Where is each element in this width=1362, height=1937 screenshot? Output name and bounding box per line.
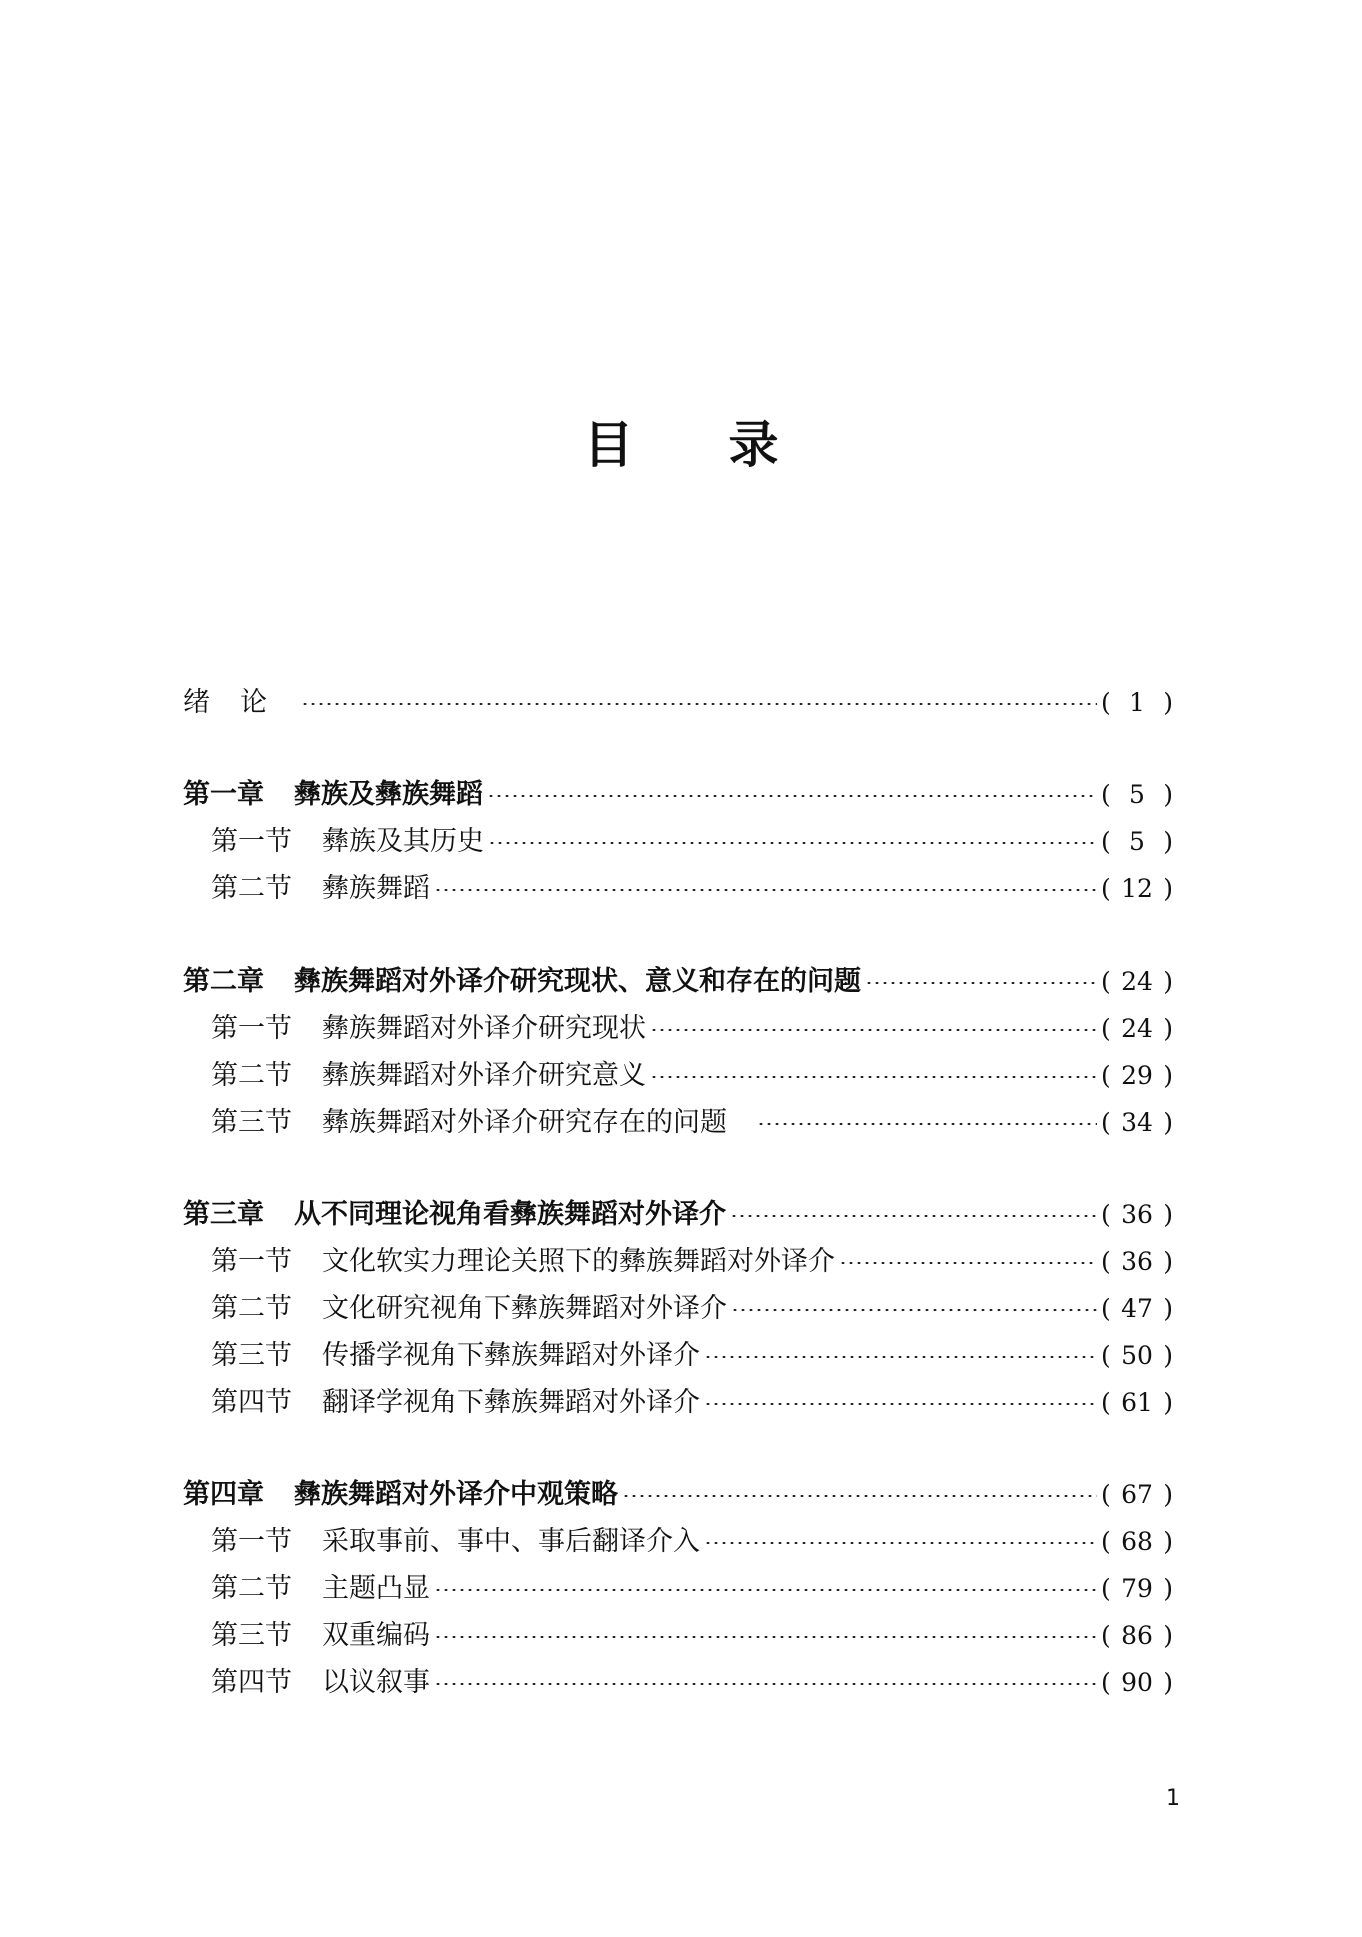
toc-entry-section[interactable] — [183, 1103, 1173, 1143]
toc-entry-label: 第一节 — [211, 1246, 292, 1277]
toc-entry-title: 彝族舞蹈对外译介中观策略 — [294, 1479, 618, 1510]
toc-entry-section[interactable] — [183, 1616, 1173, 1656]
toc-entry-label: 第二节 — [211, 1293, 292, 1324]
toc-page-ref: ( 5 ) — [1101, 775, 1173, 815]
toc-page-number: 24 — [1121, 967, 1153, 996]
dot-leader — [731, 1309, 1097, 1311]
dot-leader — [704, 1403, 1097, 1405]
page-number: 1 — [1166, 1786, 1180, 1811]
dot-leader — [704, 1542, 1097, 1544]
toc-page-ref: ( 36 ) — [1101, 1195, 1173, 1235]
dot-leader — [757, 1123, 1097, 1125]
toc-entry-section[interactable] — [183, 1522, 1173, 1562]
toc-entry-title: 彝族舞蹈 — [322, 873, 430, 904]
toc-page-number: 36 — [1121, 1247, 1153, 1276]
toc-entry-label: 第四章 — [183, 1479, 264, 1510]
toc-page-ref: ( 67 ) — [1101, 1475, 1173, 1515]
dot-leader — [650, 1029, 1097, 1031]
toc-page-ref: ( 1 ) — [1101, 683, 1173, 723]
toc-page-ref: ( 24 ) — [1101, 962, 1173, 1002]
toc-page-number: 90 — [1121, 1668, 1153, 1697]
toc-page-ref: ( 50 ) — [1101, 1336, 1173, 1376]
toc-page-number: 86 — [1121, 1621, 1153, 1650]
toc-entry-section[interactable] — [183, 1242, 1173, 1282]
toc-entry-title: 传播学视角下彝族舞蹈对外译介 — [322, 1340, 700, 1371]
toc-page-ref: ( 36 ) — [1101, 1242, 1173, 1282]
toc-entry-label: 第二节 — [211, 1573, 292, 1604]
dot-leader — [839, 1262, 1097, 1264]
toc-entry-label: 第三章 — [183, 1199, 264, 1230]
dot-leader — [434, 1683, 1097, 1685]
toc-entry-title: 彝族舞蹈对外译介研究现状 — [322, 1013, 646, 1044]
dot-leader — [488, 842, 1097, 844]
toc-page-number: 47 — [1121, 1294, 1153, 1323]
dot-leader — [434, 889, 1097, 891]
toc-page-ref: ( 24 ) — [1101, 1009, 1173, 1049]
dot-leader — [434, 1636, 1097, 1638]
toc-page-number: 29 — [1121, 1061, 1153, 1090]
toc-entry-intro[interactable] — [183, 683, 1173, 723]
dot-leader — [730, 1215, 1097, 1217]
toc-entry-title: 文化软实力理论关照下的彝族舞蹈对外译介 — [322, 1246, 835, 1277]
toc-entry-chapter[interactable] — [183, 1195, 1173, 1235]
toc-page-number: 1 — [1129, 688, 1145, 717]
toc-entry-label: 第二章 — [183, 966, 264, 997]
toc-page-number: 36 — [1121, 1200, 1153, 1229]
toc-entry-label: 第三节 — [211, 1620, 292, 1651]
toc-page-number: 50 — [1121, 1341, 1153, 1370]
toc-entry-label: 第一节 — [211, 826, 292, 857]
toc-entry-label: 第二节 — [211, 1060, 292, 1091]
toc-entry-label: 第四节 — [211, 1387, 292, 1418]
toc-page-ref: ( 79 ) — [1101, 1569, 1173, 1609]
toc-entry-title: 彝族舞蹈对外译介研究现状、意义和存在的问题 — [294, 966, 861, 997]
toc-page-ref: ( 86 ) — [1101, 1616, 1173, 1656]
toc-entry-label: 第二节 — [211, 873, 292, 904]
dot-leader — [487, 795, 1097, 797]
toc-page-number: 61 — [1121, 1388, 1153, 1417]
toc-page-number: 67 — [1121, 1480, 1153, 1509]
toc-entry-title: 主题凸显 — [322, 1573, 430, 1604]
toc-entry-title: 文化研究视角下彝族舞蹈对外译介 — [322, 1293, 727, 1324]
toc-page-number: 5 — [1129, 780, 1145, 809]
toc-entry-title: 彝族舞蹈对外译介研究意义 — [322, 1060, 646, 1091]
toc-entry-label: 第一节 — [211, 1013, 292, 1044]
toc-entry-section[interactable] — [183, 1383, 1173, 1423]
toc-entry-title: 彝族舞蹈对外译介研究存在的问题 — [322, 1107, 727, 1138]
toc-page-ref: ( 90 ) — [1101, 1663, 1173, 1703]
toc-entry-section[interactable] — [183, 1569, 1173, 1609]
dot-leader — [650, 1076, 1097, 1078]
toc-entry-title: 双重编码 — [322, 1620, 430, 1651]
toc-entry-chapter[interactable] — [183, 962, 1173, 1002]
toc-entry-title: 翻译学视角下彝族舞蹈对外译介 — [322, 1387, 700, 1418]
toc-page-ref: ( 29 ) — [1101, 1056, 1173, 1096]
toc-entry-label: 绪论 — [183, 687, 297, 718]
dot-leader — [434, 1589, 1097, 1591]
toc-entry-title: 彝族及彝族舞蹈 — [294, 779, 483, 810]
toc-entry-chapter[interactable] — [183, 1475, 1173, 1515]
toc-entry-section[interactable] — [183, 1009, 1173, 1049]
toc-page-number: 79 — [1121, 1574, 1153, 1603]
dot-leader — [622, 1495, 1097, 1497]
toc-entry-title: 以议叙事 — [322, 1667, 430, 1698]
toc-page-ref: ( 47 ) — [1101, 1289, 1173, 1329]
toc-page-number: 24 — [1121, 1014, 1153, 1043]
toc-entry-label: 第四节 — [211, 1667, 292, 1698]
dot-leader — [301, 703, 1097, 705]
toc-entry-section[interactable] — [183, 1289, 1173, 1329]
toc-entry-chapter[interactable] — [183, 775, 1173, 815]
toc-entry-label: 第一章 — [183, 779, 264, 810]
toc-page-number: 34 — [1121, 1108, 1153, 1137]
toc-entry-section[interactable] — [183, 1336, 1173, 1376]
toc-entry-section[interactable] — [183, 1056, 1173, 1096]
toc-entry-title: 从不同理论视角看彝族舞蹈对外译介 — [294, 1199, 726, 1230]
toc-entry-label: 第一节 — [211, 1526, 292, 1557]
toc-entry-title: 彝族及其历史 — [322, 826, 484, 857]
toc-page-ref: ( 34 ) — [1101, 1103, 1173, 1143]
page-title: 目录 — [583, 415, 874, 474]
dot-leader — [704, 1356, 1097, 1358]
toc-page-number: 5 — [1129, 827, 1145, 856]
toc-entry-title: 采取事前、事中、事后翻译介入 — [322, 1526, 700, 1557]
toc-page-number: 12 — [1121, 874, 1153, 903]
toc-page-ref: ( 61 ) — [1101, 1383, 1173, 1423]
toc-entry-label: 第三节 — [211, 1107, 292, 1138]
toc-entry-section[interactable] — [183, 1663, 1173, 1703]
toc-page-number: 68 — [1121, 1527, 1153, 1556]
toc-entry-label: 第三节 — [211, 1340, 292, 1371]
toc-entry-section[interactable] — [183, 822, 1173, 862]
toc-page-ref: ( 12 ) — [1101, 869, 1173, 909]
dot-leader — [865, 982, 1097, 984]
toc-entry-section[interactable] — [183, 869, 1173, 909]
toc-page-ref: ( 68 ) — [1101, 1522, 1173, 1562]
toc-page-ref: ( 5 ) — [1101, 822, 1173, 862]
